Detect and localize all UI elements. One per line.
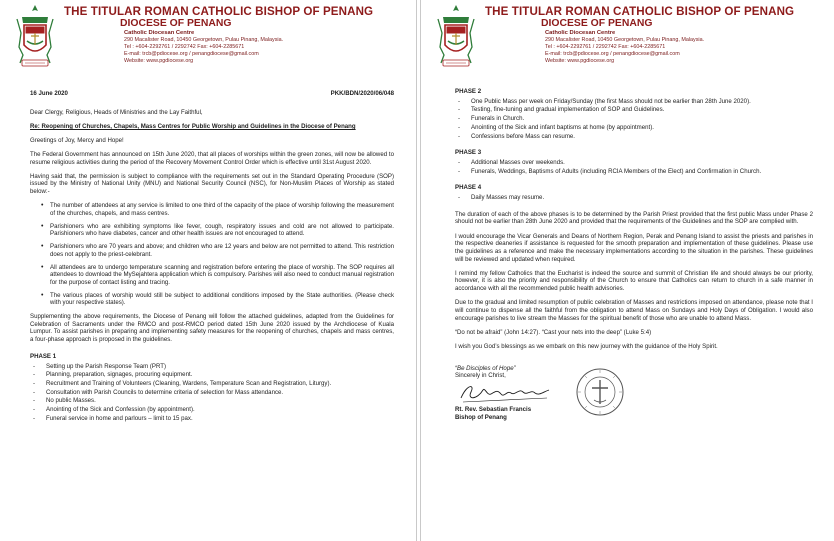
- list-item: • All attendees are to undergo temperature scanning and registration before entering the place of worship. The SOP requires all attendees to download the MySejahtera application which is compulsory. Parishes will also need to conduct manual registration for the purpose of contact listing and tracing.: [50, 264, 394, 287]
- letterhead-title: THE TITULAR ROMAN CATHOLIC BISHOP OF PENANG: [485, 5, 795, 18]
- paragraph-announcement: The Federal Government has announced on 15th June 2020, that all places of worships within the green zones, will now be allowed to resume religious activities during the period of the Recovery Movement Control Order which is effective until 31st August 2020.: [30, 150, 394, 166]
- signer-name: Rt. Rev. Sebastian Francis: [455, 405, 532, 413]
- letterhead-address: 290 Macalister Road, 10450 Georgetown, Pulau Pinang, Malaysia.: [124, 37, 284, 43]
- list-item: - Testing, fine-tuning and gradual implementation of SOP and Guidelines.: [471, 106, 813, 114]
- letterhead-centre: Catholic Diocesan Centre: [124, 30, 195, 36]
- motto: “Be Disciples of Hope”: [455, 364, 516, 372]
- letter-body-page-2: [421, 88, 834, 465]
- list-item: • The number of attendees at any service is limited to one third of the capacity of the place of worship following the measurement of the churches, chapels, and mass centres.: [50, 202, 394, 217]
- greeting: Greetings of Joy, Mercy and Hope!: [30, 136, 124, 144]
- phase-3-heading: PHASE 3: [455, 149, 482, 157]
- phase-4-list: [455, 194, 813, 202]
- sop-bullet-list: [30, 202, 394, 307]
- list-item: • Parishioners who are exhibiting symptoms like fever, cough, respiratory issues and cold are not allowed to participate. Parishioners who have diabetes, cancer and other health issues are not encouraged to attend.: [50, 223, 394, 238]
- letter-body-page-1: [0, 90, 416, 422]
- letterhead-diocese: DIOCESE OF PENANG: [120, 18, 232, 29]
- list-item: - Anointing of the Sick and infant baptisms at home (by appointment).: [471, 124, 813, 132]
- letterhead-phone: Tel : +604-2292761 / 2292742 Fax: +604-2285671: [124, 44, 245, 50]
- paragraph-sop-intro: Having said that, the permission is subject to compliance with the requirements set out in the Standard Operating Procedure (SOP) issued by the Ministry of National Unity (MNU) and National Security Council (NSC), for Non-Muslim Places of Worship as stated below:-: [30, 172, 394, 196]
- phase-2-heading: PHASE 2: [455, 88, 482, 95]
- phase-1-heading: PHASE 1: [30, 352, 57, 360]
- phase-3-list: [455, 159, 813, 175]
- list-item: • Parishioners who are 70 years and above; and children who are 12 years and below are not permitted to attend. This restriction does not apply to the priest-celebrant.: [50, 243, 394, 258]
- paragraph-vicar-generals: I would encourage the Vicar Generals and Deans of Northern Region, Perak and Penang Island to assist the priests and parishes in the respective deaneries if assistance is requested for the smooth preparation and implementation of these guidelines. Please use the guidelines as a reference and make the necessary implementations according to the situation in the parishes. These guidelines will be reviewed and updated when required.: [455, 232, 813, 263]
- letter-reference: PKK/BDN/2020/06/048: [330, 90, 394, 97]
- list-item: - Daily Masses may resume.: [471, 194, 813, 202]
- list-item: - No public Masses.: [46, 397, 394, 405]
- list-item: - Planning, preparation, signages, procuring equipment.: [46, 371, 394, 379]
- list-item: - Consultation with Parish Councils to determine criteria of selection for Mass attendance.: [46, 389, 394, 397]
- letterhead-address: 290 Macalister Road, 10450 Georgetown, Pulau Pinang, Malaysia.: [545, 37, 705, 43]
- letterhead-phone: Tel : +604-2292761 / 2292742 Fax: +604-2285671: [545, 44, 666, 50]
- phase-4-heading: PHASE 4: [455, 184, 482, 192]
- letter-date: 16 June 2020: [30, 90, 68, 97]
- phase-2-list: [455, 98, 813, 141]
- paragraph-eucharist: I remind my fellow Catholics that the Eucharist is indeed the source and summit of Christian life and should always be our priority, however, it is also the priority and responsibility of the Church to ensure that Catholics can return to church in a safe manner in accordance with all the recommended public health advisories.: [455, 269, 813, 293]
- closing-wish: I wish you God’s blessings as we embark on this new journey with the guidance of the Holy Spirit.: [455, 342, 718, 350]
- paragraph-duration: The duration of each of the above phases is to be determined by the Parish Priest provided that the first public Mass under Phase 2 should not be earlier than 28th June 2020 and provided that the requirements of the Guidelines and the SOP are complied with.: [455, 210, 813, 226]
- list-item: - Funerals, Weddings, Baptisms of Adults (including RCIA Members of the Elect) and Confirmation in Church.: [471, 168, 813, 176]
- paragraph-dispensation: Due to the gradual and limited resumption of public celebration of Masses and restrictions imposed on attendance, please note that I will continue to dispense all the faithful from the obligation to attend Mass on Sundays and Holy Days of Obligation. I would also encourage parishes to live stream the Masses for the spiritual benefit of those who are unable to attend Mass.: [455, 299, 813, 322]
- phase-1-list: [30, 363, 394, 423]
- letterhead-email: E-mail: trcb@pdiocese.org / penangdiocese@gmail.com: [545, 51, 680, 57]
- diocese-stamp-icon: [575, 367, 625, 417]
- signer-title: Bishop of Penang: [455, 413, 507, 421]
- salutation: Dear Clergy, Religious, Heads of Ministries and the Lay Faithful,: [30, 108, 203, 116]
- handwritten-signature: [457, 380, 553, 406]
- list-item: - Confessions before Mass can resume.: [471, 133, 813, 141]
- list-item: - Additional Masses over weekends.: [471, 159, 813, 167]
- list-item: - Setting up the Parish Response Team (PRT): [46, 363, 394, 371]
- scripture-quote: “Do not be afraid” (John 14:27). “Cast your nets into the deep” (Luke 5:4): [455, 328, 652, 336]
- list-item: • The various places of worship would still be subject to additional conditions imposed by the State authorities. (Please check with your respective states).: [50, 292, 394, 307]
- letterhead-website: Website: www.pgdiocese.org: [124, 58, 194, 64]
- letter-page-2: [420, 0, 834, 541]
- date-reference-row: [30, 90, 394, 98]
- letterhead-title: THE TITULAR ROMAN CATHOLIC BISHOP OF PENANG: [64, 5, 374, 18]
- subject-line: Re: Reopening of Churches, Chapels, Mass Centres for Public Worship and Guidelines in the Diocese of Penang: [30, 122, 356, 130]
- list-item: - One Public Mass per week on Friday/Sunday (the first Mass should not be earlier than 28th June 2020).: [471, 98, 813, 106]
- list-item: - Anointing of the Sick and Confession (by appointment).: [46, 406, 394, 414]
- letterhead-diocese: DIOCESE OF PENANG: [541, 18, 653, 29]
- diocese-crest-icon: [435, 3, 477, 79]
- letterhead: [421, 0, 834, 82]
- sign-off: Sincerely in Christ,: [455, 372, 506, 380]
- diocese-crest-icon: [14, 3, 56, 79]
- letterhead-centre: Catholic Diocesan Centre: [545, 30, 616, 36]
- signature-block: [455, 365, 813, 465]
- list-item: - Funeral service in home and parlours – limit to 15 pax.: [46, 415, 394, 423]
- list-item: - Funerals in Church.: [471, 115, 813, 123]
- letterhead-email: E-mail: trcb@pdiocese.org / penangdiocese@gmail.com: [124, 51, 259, 57]
- list-item: - Recruitment and Training of Volunteers (Cleaning, Wardens, Temperature Scan and Registration, Liturgy).: [46, 380, 394, 388]
- letterhead: [0, 0, 416, 82]
- letterhead-website: Website: www.pgdiocese.org: [545, 58, 615, 64]
- paragraph-guidelines: Supplementing the above requirements, the Diocese of Penang will follow the attached guidelines, adapted from the Guidelines for Celebration of Sacraments under the RMCO and post-RMCO period dated 15th June 2020 issued by the Archdiocese of Kuala Lumpur. To assist parishes in preparing and implementing safety measures for the reopening of churches, chapels and mass centres, a four-phase approach is proposed in the guidelines.: [30, 313, 394, 344]
